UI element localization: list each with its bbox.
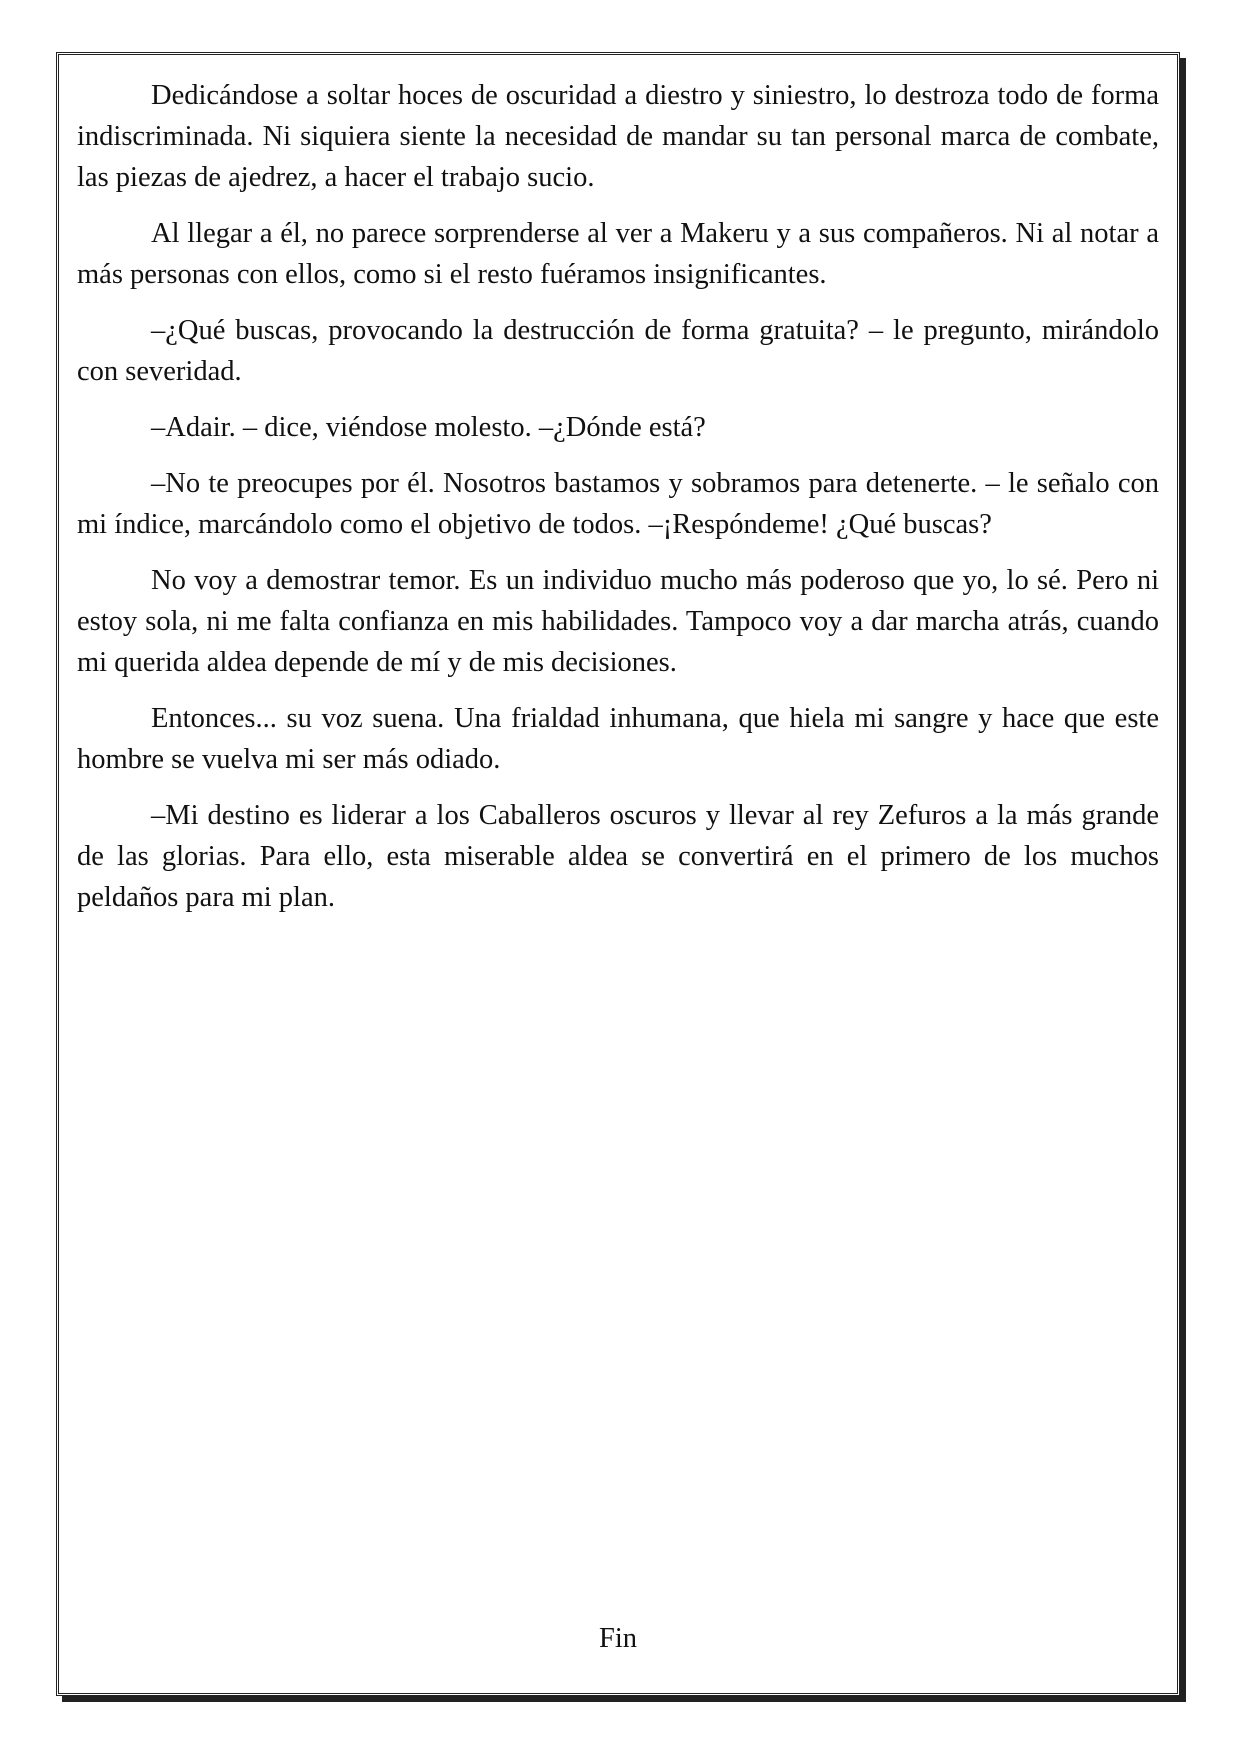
body-text (77, 75, 1159, 933)
paragraph-7: Entonces... su voz suena. Una frialdad inhumana, que hiela mi sangre y hace que este hombre se vuelva mi ser más odiado. (77, 703, 1159, 775)
page-frame (56, 52, 1180, 1696)
paragraph-6: No voy a demostrar temor. Es un individuo mucho más poderoso que yo, lo sé. Pero ni estoy sola, ni me falta confianza en mis habilidades. Tampoco voy a dar marcha atrás, cuando mi querida aldea depende de mí y de mis decisiones. (77, 565, 1159, 678)
paragraph-8: –Mi destino es liderar a los Caballeros oscuros y llevar al rey Zefuros a la más grande de las glorias. Para ello, esta miserable aldea se convertirá en el primero de los muchos peldaños para mi plan. (77, 800, 1159, 913)
paragraph-1: Dedicándose a soltar hoces de oscuridad a diestro y siniestro, lo destroza todo de forma indiscriminada. Ni siquiera siente la necesidad de mandar su tan personal marca de combate, las piezas de ajedrez, a hacer el trabajo sucio. (77, 80, 1159, 193)
end-label: Fin (598, 1623, 638, 1654)
paragraph-4: –Adair. – dice, viéndose molesto. –¿Dónde está? (151, 412, 706, 443)
paragraph-5: –No te preocupes por él. Nosotros bastamos y sobramos para detenerte. – le señalo con mi índice, marcándolo como el objetivo de todos. –¡Respóndeme! ¿Qué buscas? (77, 468, 1159, 540)
paragraph-2: Al llegar a él, no parece sorprenderse al ver a Makeru y a sus compañeros. Ni al notar a más personas con ellos, como si el resto fuéramos insignificantes. (77, 218, 1159, 290)
paragraph-3: –¿Qué buscas, provocando la destrucción de forma gratuita? – le pregunto, mirándolo con severidad. (77, 315, 1159, 387)
